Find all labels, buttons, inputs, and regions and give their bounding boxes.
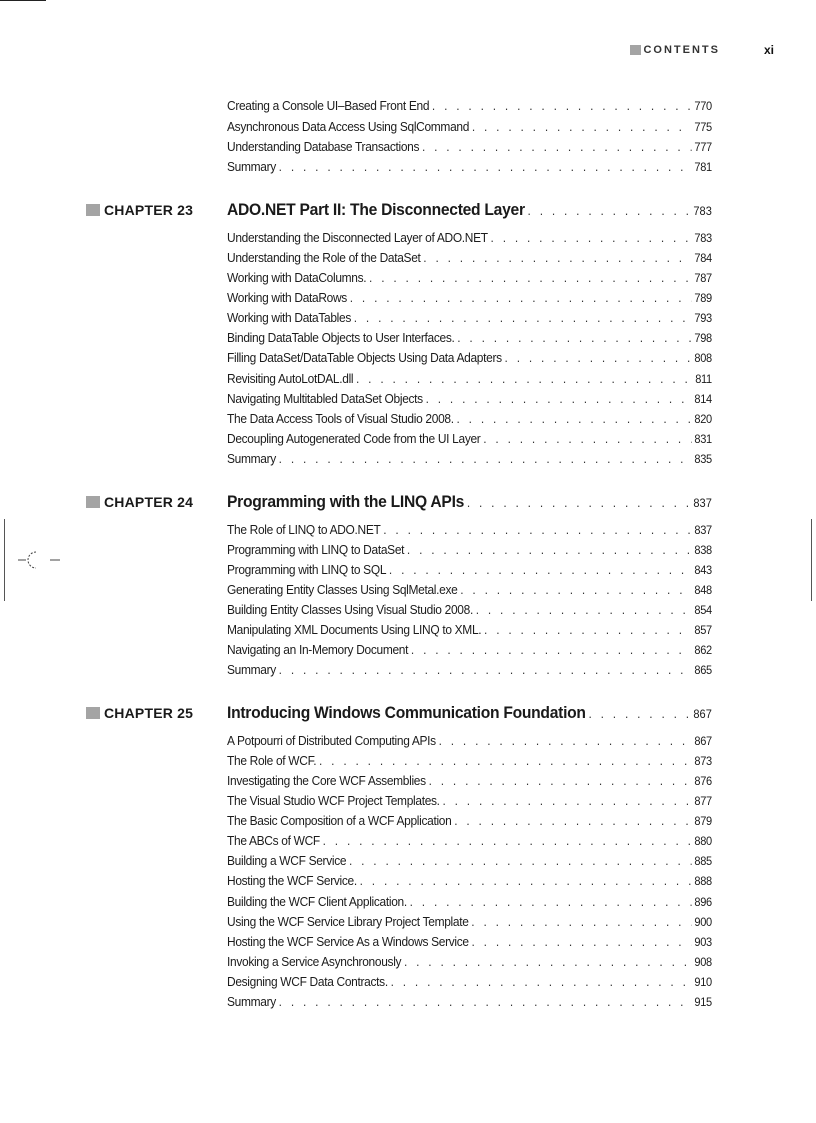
toc-entry[interactable] (227, 952, 712, 972)
toc-entry-page: 854 (694, 603, 712, 617)
toc-entry-title: Creating a Console UI–Based Front End (227, 98, 430, 113)
dot-leader (279, 992, 692, 1012)
page-number: xi (763, 43, 774, 57)
toc-entry[interactable] (227, 620, 712, 640)
chapter-label (86, 202, 193, 218)
toc-entry-page: 879 (694, 814, 712, 828)
toc-entry-title: Working with DataColumns. (227, 270, 367, 285)
margin-rule-right (811, 519, 812, 601)
toc-entry[interactable] (227, 932, 712, 952)
toc-entry-page: 808 (694, 351, 712, 365)
dot-leader (484, 620, 692, 640)
toc-entry-page: 814 (694, 392, 712, 406)
toc-entry-title: Generating Entity Classes Using SqlMetal.exe (227, 582, 458, 597)
toc-entry-page: 770 (694, 99, 712, 113)
toc-entry-title: Designing WCF Data Contracts. (227, 974, 388, 989)
chapter-number: CHAPTER 25 (104, 705, 194, 721)
toc-entry-title: Building Entity Classes Using Visual Studio 2008. (227, 602, 473, 617)
chapter-heading[interactable] (227, 198, 712, 222)
toc-entry[interactable] (227, 268, 712, 288)
dot-leader (467, 491, 691, 515)
toc-entry-title: Invoking a Service Asynchronously (227, 954, 402, 969)
toc-entry-title: Revisiting AutoLotDAL.dll (227, 371, 354, 386)
chapter-title: ADO.NET Part II: The Disconnected Layer (227, 200, 525, 219)
toc-entry-page: 876 (694, 774, 712, 788)
toc-entry-title: Summary (227, 159, 276, 174)
chapter-page: 783 (693, 204, 712, 218)
chapter-label (86, 705, 193, 721)
toc-entry-title: A Potpourri of Distributed Computing APIs (227, 733, 436, 748)
dot-leader (354, 308, 692, 328)
dot-leader (528, 199, 691, 223)
dot-leader (471, 912, 691, 932)
dot-leader (422, 137, 692, 157)
toc-entry-page: 867 (694, 734, 712, 748)
chapter-heading[interactable] (227, 701, 712, 725)
margin-rule-left (4, 519, 5, 601)
toc-entry-page: 888 (694, 874, 712, 888)
toc-entry-page: 903 (694, 935, 712, 949)
toc-entry[interactable] (227, 96, 712, 116)
toc-entry-page: 896 (694, 895, 712, 909)
chapter-title: Programming with the LINQ APIs (227, 492, 465, 511)
toc-entry[interactable] (227, 731, 712, 751)
dot-leader (426, 389, 692, 409)
chapter-marker-icon (86, 707, 100, 719)
toc-entry-title: Using the WCF Service Library Project Template (227, 914, 469, 929)
toc-entry-title: The Role of LINQ to ADO.NET (227, 522, 381, 537)
dot-leader (439, 731, 692, 751)
dot-leader (588, 702, 690, 726)
toc-entry-page: 798 (694, 331, 712, 345)
toc-entry[interactable] (227, 811, 712, 831)
dot-leader (391, 972, 692, 992)
toc-entry[interactable] (227, 348, 712, 368)
toc-entry-title: Building a WCF Service (227, 853, 347, 868)
toc-entry-page: 910 (694, 975, 712, 989)
toc-entry-page: 838 (694, 543, 712, 557)
section-name (630, 44, 720, 56)
toc-entry[interactable] (227, 892, 712, 912)
dot-leader (279, 449, 692, 469)
dot-leader (383, 520, 691, 540)
dot-leader (442, 791, 691, 811)
chapter-marker-icon (86, 496, 100, 508)
toc-entry-title: Summary (227, 451, 276, 466)
toc-entry[interactable] (227, 288, 712, 308)
toc-entry-page: 781 (694, 160, 712, 174)
toc-entry-title: Investigating the Core WCF Assemblies (227, 773, 426, 788)
chapter-number: CHAPTER 23 (104, 202, 194, 218)
toc-entry-page: 900 (694, 915, 712, 929)
toc-entry-title: Understanding the Disconnected Layer of ADO.NET (227, 230, 488, 245)
toc-entry[interactable] (227, 228, 712, 248)
toc-entry-page: 784 (694, 251, 712, 265)
toc-entry[interactable] (227, 308, 712, 328)
chapter-title: Introducing Windows Communication Foundation (227, 703, 586, 722)
dot-leader (423, 248, 691, 268)
toc-entry[interactable] (227, 580, 712, 600)
dot-leader (457, 328, 691, 348)
toc-entry-page: 865 (694, 663, 712, 677)
dot-leader (360, 871, 692, 891)
toc-entry[interactable] (227, 660, 712, 680)
toc-entry-title: The ABCs of WCF (227, 833, 320, 848)
dot-leader (483, 429, 691, 449)
toc-entry-page: 877 (694, 794, 712, 808)
dot-leader (460, 580, 691, 600)
toc-entry-page: 783 (694, 231, 712, 245)
toc-entry-title: Asynchronous Data Access Using SqlCommand (227, 119, 470, 134)
dot-leader (369, 268, 692, 288)
toc-entry-title: Building the WCF Client Application. (227, 894, 407, 909)
chapter-marker-icon (86, 204, 100, 216)
dot-leader (279, 660, 692, 680)
toc-entry-title: Programming with LINQ to DataSet (227, 542, 405, 557)
toc-entry-page: 908 (694, 955, 712, 969)
toc-entry[interactable] (227, 449, 712, 469)
toc-entry-title: Summary (227, 662, 276, 677)
toc-entry-page: 857 (694, 623, 712, 637)
toc-entry-page: 848 (694, 583, 712, 597)
toc-entry[interactable] (227, 751, 712, 771)
toc-entry-title: Decoupling Autogenerated Code from the UI Layer (227, 431, 481, 446)
dot-leader (356, 369, 692, 389)
dot-leader (476, 600, 692, 620)
toc-entry[interactable] (227, 117, 712, 137)
toc-entry-title: The Data Access Tools of Visual Studio 2008. (227, 411, 454, 426)
chapter-page: 867 (693, 707, 712, 721)
toc-entry-title: Navigating an In-Memory Document (227, 642, 409, 657)
section-title: CONTENTS (643, 44, 720, 56)
toc-entry[interactable] (227, 600, 712, 620)
dot-leader (471, 932, 691, 952)
toc-entry-page: 775 (694, 120, 712, 134)
section-marker-icon (630, 45, 641, 55)
toc-entry-title: Understanding Database Transactions (227, 139, 420, 154)
toc-entry-title: The Role of WCF. (227, 753, 317, 768)
toc-entry[interactable] (227, 992, 712, 1012)
toc-entry-page: 835 (694, 452, 712, 466)
dot-leader (472, 117, 692, 137)
toc-entry[interactable] (227, 409, 712, 429)
registration-mark-icon (14, 548, 62, 572)
toc-entry[interactable] (227, 771, 712, 791)
chapter-heading[interactable] (227, 490, 712, 514)
toc-entry-title: Programming with LINQ to SQL (227, 562, 387, 577)
toc-entry-page: 793 (694, 311, 712, 325)
dot-leader (491, 228, 692, 248)
toc-entry-title: Navigating Multitabled DataSet Objects (227, 391, 423, 406)
toc-entry[interactable] (227, 540, 712, 560)
toc-entry-page: 885 (694, 854, 712, 868)
toc-entry[interactable] (227, 137, 712, 157)
toc-entry-page: 811 (695, 372, 712, 386)
dot-leader (411, 640, 692, 660)
toc-entry-title: The Basic Composition of a WCF Application (227, 813, 452, 828)
toc-entry-page: 831 (694, 432, 712, 446)
dot-leader (407, 540, 692, 560)
dot-leader (323, 831, 692, 851)
toc-entry[interactable] (227, 972, 712, 992)
toc-entry[interactable] (227, 369, 712, 389)
running-head (630, 43, 774, 57)
toc-entry-title: Manipulating XML Documents Using LINQ to XML. (227, 622, 482, 637)
chapter-label (86, 494, 193, 510)
dot-leader (279, 157, 692, 177)
toc-entry-title: Understanding the Role of the DataSet (227, 250, 421, 265)
dot-leader (404, 952, 692, 972)
toc-entry-page: 837 (694, 523, 712, 537)
toc-entry[interactable] (227, 389, 712, 409)
toc-entry-title: Summary (227, 994, 276, 1009)
toc-entry-title: Hosting the WCF Service As a Windows Service (227, 934, 469, 949)
toc-entry[interactable] (227, 560, 712, 580)
toc-entry[interactable] (227, 871, 712, 891)
toc-entry-page: 915 (694, 995, 712, 1009)
toc-entry-page: 862 (694, 643, 712, 657)
dot-leader (319, 751, 692, 771)
toc-entry-title: Filling DataSet/DataTable Objects Using Data Adapters (227, 350, 502, 365)
toc-entry[interactable] (227, 248, 712, 268)
dot-leader (410, 892, 692, 912)
toc-entry[interactable] (227, 831, 712, 851)
toc-entry[interactable] (227, 640, 712, 660)
toc-entry[interactable] (227, 791, 712, 811)
toc-entry[interactable] (227, 157, 712, 177)
toc-entry-title: Working with DataTables (227, 310, 351, 325)
toc-entry[interactable] (227, 328, 712, 348)
toc-entry[interactable] (227, 520, 712, 540)
dot-leader (429, 771, 692, 791)
toc-entry-page: 789 (694, 291, 712, 305)
chapter-number: CHAPTER 24 (104, 494, 194, 510)
dot-leader (432, 96, 692, 116)
toc-entry-title: Binding DataTable Objects to User Interfaces. (227, 330, 455, 345)
toc-entry[interactable] (227, 851, 712, 871)
toc-entry-page: 777 (694, 140, 712, 154)
toc-entry-page: 820 (694, 412, 712, 426)
toc-entry-page: 843 (694, 563, 712, 577)
dot-leader (456, 409, 691, 429)
toc-entry-page: 787 (694, 271, 712, 285)
dot-leader (389, 560, 692, 580)
crop-mark-top (0, 0, 46, 1)
toc-entry[interactable] (227, 912, 712, 932)
toc-entry[interactable] (227, 429, 712, 449)
toc-entry-title: Hosting the WCF Service. (227, 873, 357, 888)
dot-leader (454, 811, 691, 831)
dot-leader (505, 348, 692, 368)
toc-entry-title: The Visual Studio WCF Project Templates. (227, 793, 440, 808)
toc-entry-page: 873 (694, 754, 712, 768)
dot-leader (350, 288, 692, 308)
toc-entry-title: Working with DataRows (227, 290, 347, 305)
chapter-page: 837 (693, 496, 712, 510)
dot-leader (349, 851, 692, 871)
toc-entry-page: 880 (694, 834, 712, 848)
